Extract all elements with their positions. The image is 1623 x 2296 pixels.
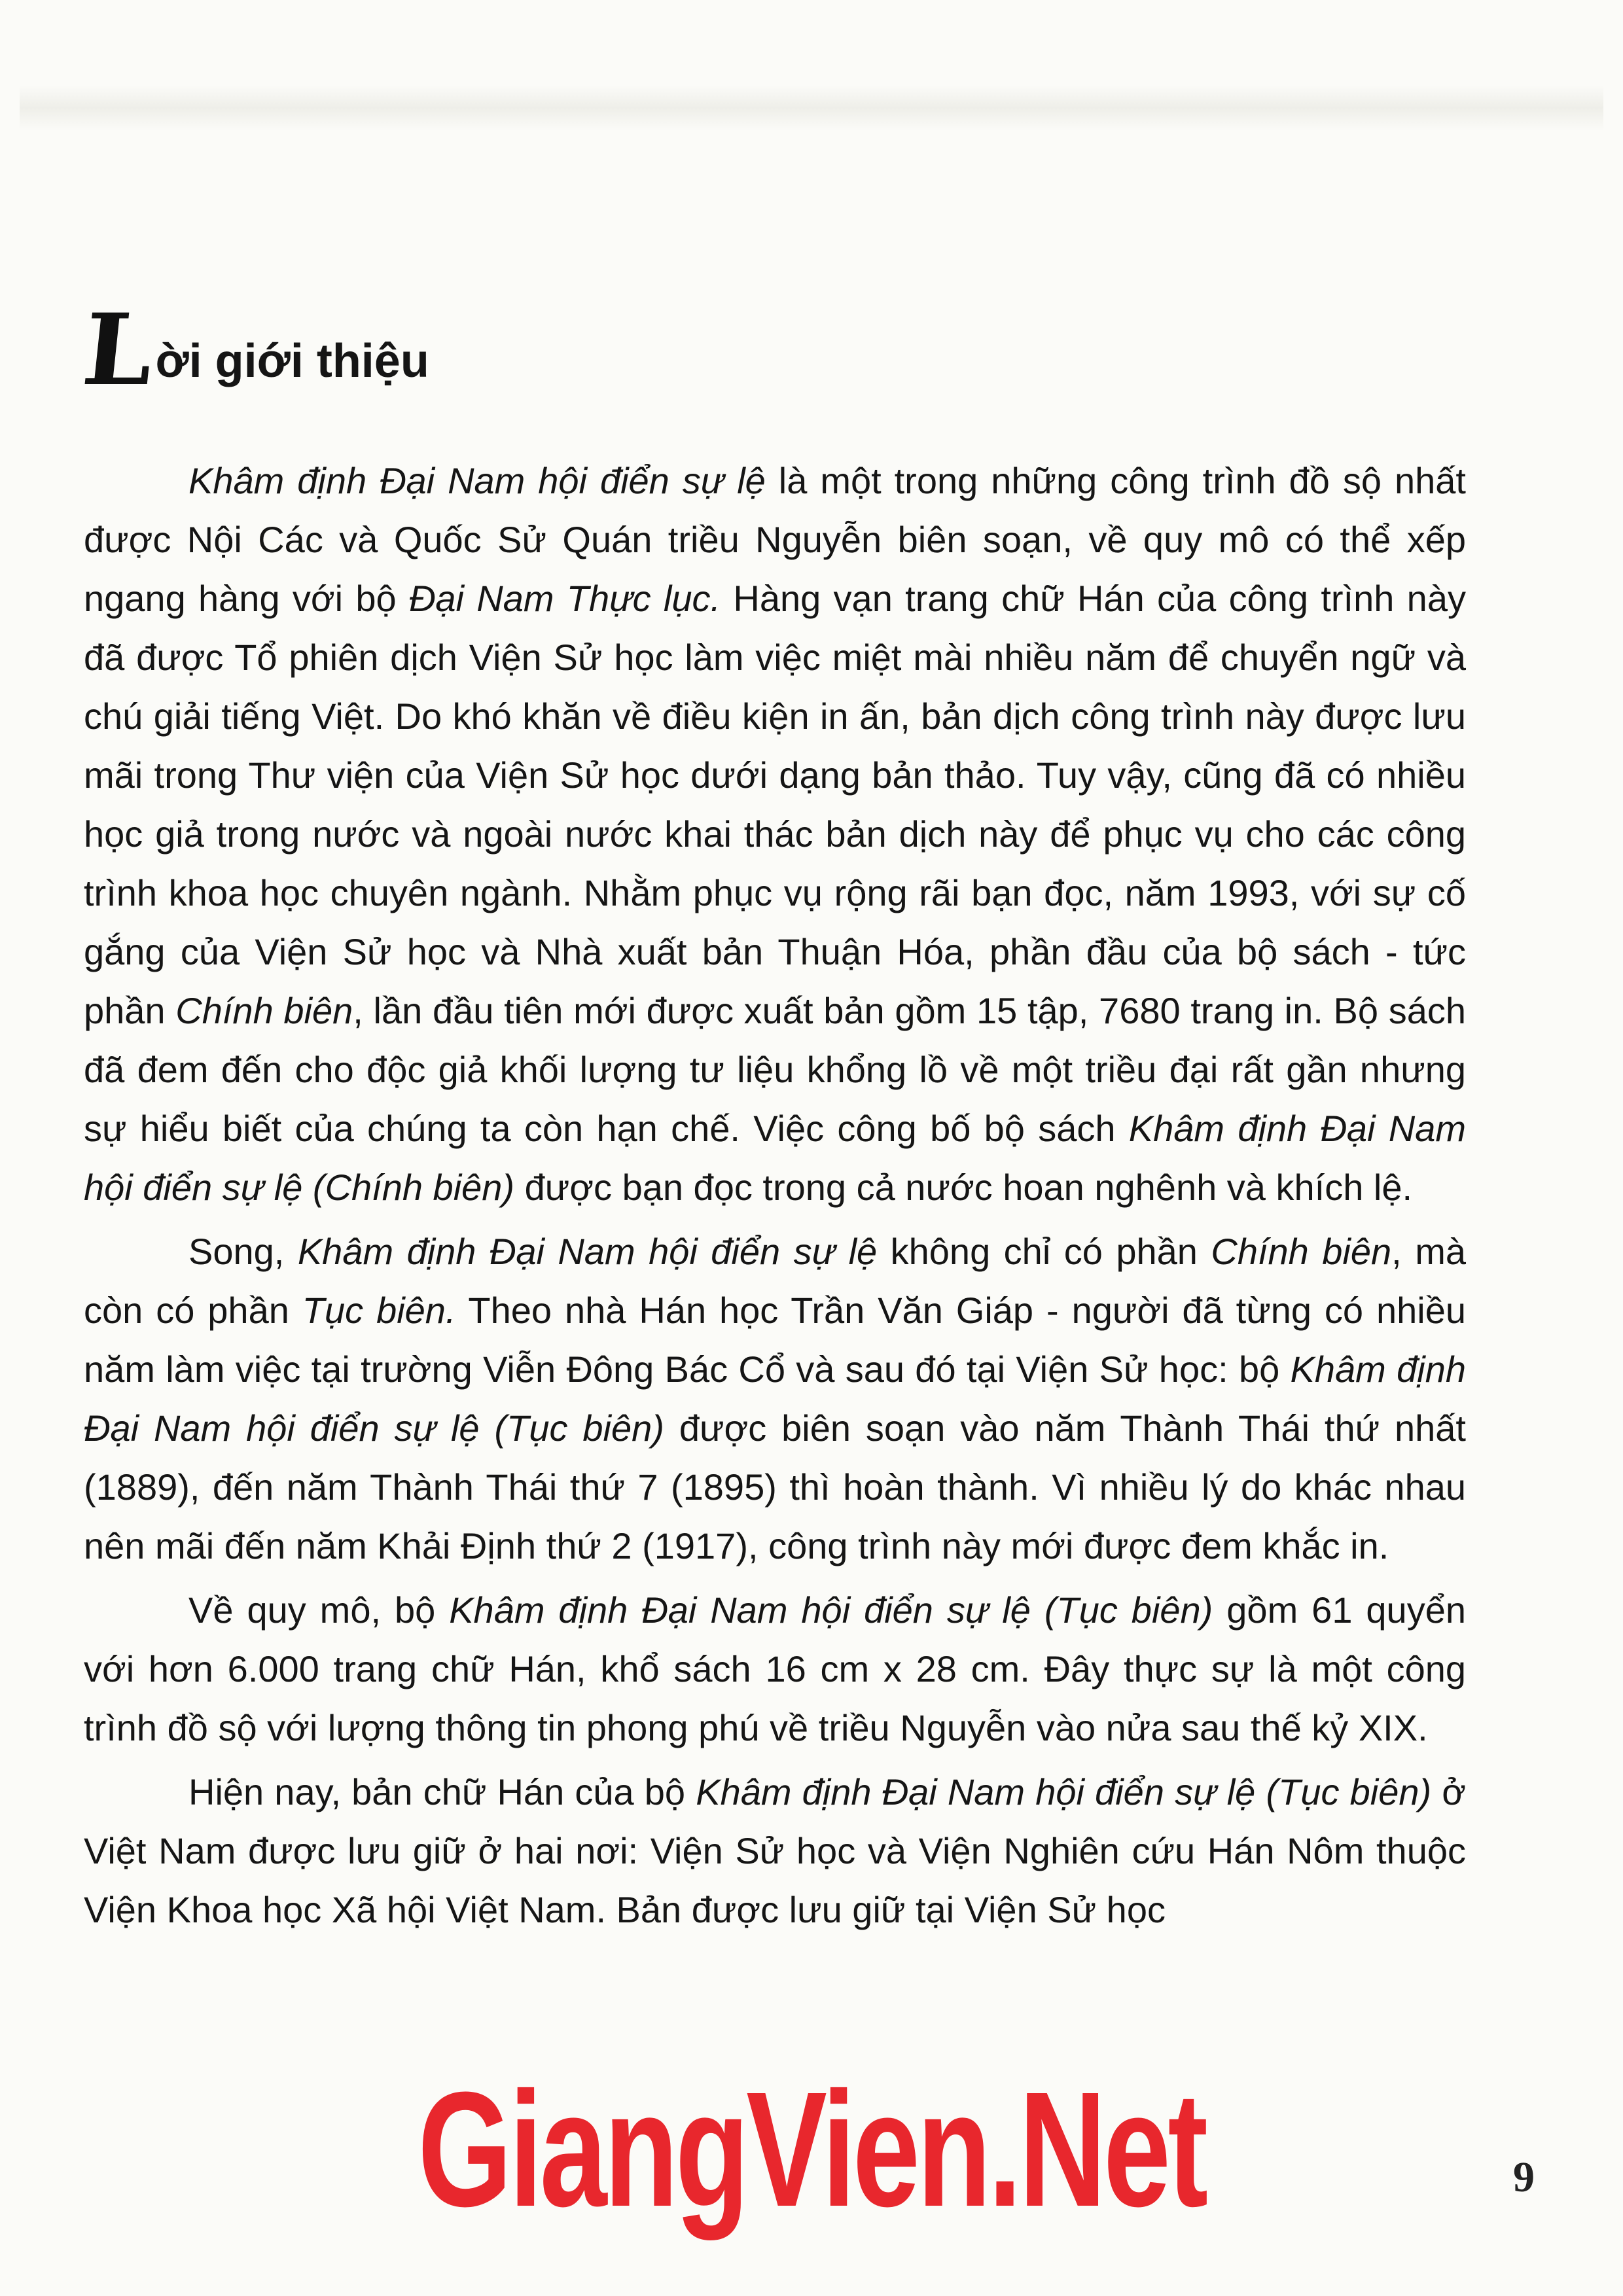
text-run: Về quy mô, bộ [188,1589,450,1631]
italic-title-run: Chính biên [1211,1231,1392,1272]
text-run: , mà còn có phần [84,1231,1466,1331]
body-text [84,451,1466,1945]
decorative-initial: L [77,292,159,408]
italic-title-run: Khâm định Đại Nam hội điển sự lệ (Chính biên) [84,1108,1466,1208]
page-title [77,288,429,408]
paragraph [84,1222,1466,1576]
text-run: được bạn đọc trong cả nước hoan nghênh và khích lệ. [514,1167,1413,1208]
paragraph [84,1581,1466,1757]
text-run: ở Việt Nam được lưu giữ ở hai nơi: Viện Sử học và Viện Nghiên cứu Hán Nôm thuộc Viện Khoa học Xã hội Việt Nam. Bản được lưu giữ tại Viện Sử học [84,1771,1467,1930]
text-run: gồm 61 quyển với hơn 6.000 trang chữ Hán, khổ sách 16 cm x 28 cm. Đây thực sự là một công trình đồ sộ với lượng thông tin phong phú về triều Nguyễn vào nửa sau thế kỷ XIX. [84,1589,1466,1748]
watermark: GiangVien.Net [418,2058,1205,2240]
paragraph [84,1763,1466,1939]
italic-title-run: Khâm định Đại Nam hội điển sự lệ (Tục biên) [84,1349,1466,1449]
text-run: Hiện nay, bản chữ Hán của bộ [188,1771,696,1812]
italic-title-run: Đại Nam Thực lục. [408,578,721,619]
title-text: ời giới thiệu [155,335,429,387]
text-run: Song, [188,1231,298,1272]
italic-title-run: Tục biên. [302,1290,456,1331]
scan-shade [20,85,1603,131]
text-run: Hàng vạn trang chữ Hán của công trình này đã được Tổ phiên dịch Viện Sử học làm việc miệt mài nhiều năm để chuyển ngữ và chú giải tiếng Việt. Do khó khăn về điều kiện in ấn, bản dịch công trình này được lưu mãi trong Thư viện của Viện Sử học dưới dạng bản thảo. Tuy vậy, cũng đã có nhiều học giả trong nước và ngoài nước khai thác bản dịch này để phục vụ cho các công trình khoa học chuyên ngành. Nhằm phục vụ rộng rãi bạn đọc, năm 1993, với sự cố gắng của Viện Sử học và Nhà xuất bản Thuận Hóa, phần đầu của bộ sách - tức phần [84,578,1466,1031]
page-number: 9 [1513,2153,1535,2201]
text-run: , lần đầu tiên mới được xuất bản gồm 15 tập, 7680 trang in. Bộ sách đã đem đến cho độc giả khối lượng tư liệu khổng lồ về một triều đại rất gần nhưng sự hiểu biết của chúng ta còn hạn chế. Việc công bố bộ sách [84,990,1466,1149]
italic-title-run: Khâm định Đại Nam hội điển sự lệ [297,1231,878,1272]
italic-title-run: Khâm định Đại Nam hội điển sự lệ (Tục biên) [449,1589,1213,1631]
paragraph [84,451,1466,1217]
text-run: Theo nhà Hán học Trần Văn Giáp - người đã từng có nhiều năm làm việc tại trường Viễn Đông Bác Cổ và sau đó tại Viện Sử học: bộ [84,1290,1467,1390]
italic-title-run: Khâm định Đại Nam hội điển sự lệ [188,460,766,501]
text-run: là một trong những công trình đồ sộ nhất được Nội Các và Quốc Sử Quán triều Nguyễn biên soạn, về quy mô có thể xếp ngang hàng với bộ [84,460,1466,619]
italic-title-run: Chính biên [175,990,353,1031]
text-run: không chỉ có phần [877,1231,1211,1272]
italic-title-run: Khâm định Đại Nam hội điển sự lệ (Tục biên) [696,1771,1432,1812]
text-run: được biên soạn vào năm Thành Thái thứ nhất (1889), đến năm Thành Thái thứ 7 (1895) thì hoàn thành. Vì nhiều lý do khác nhau nên mãi đến năm Khải Định thứ 2 (1917), công trình này mới được đem khắc in. [84,1407,1466,1566]
